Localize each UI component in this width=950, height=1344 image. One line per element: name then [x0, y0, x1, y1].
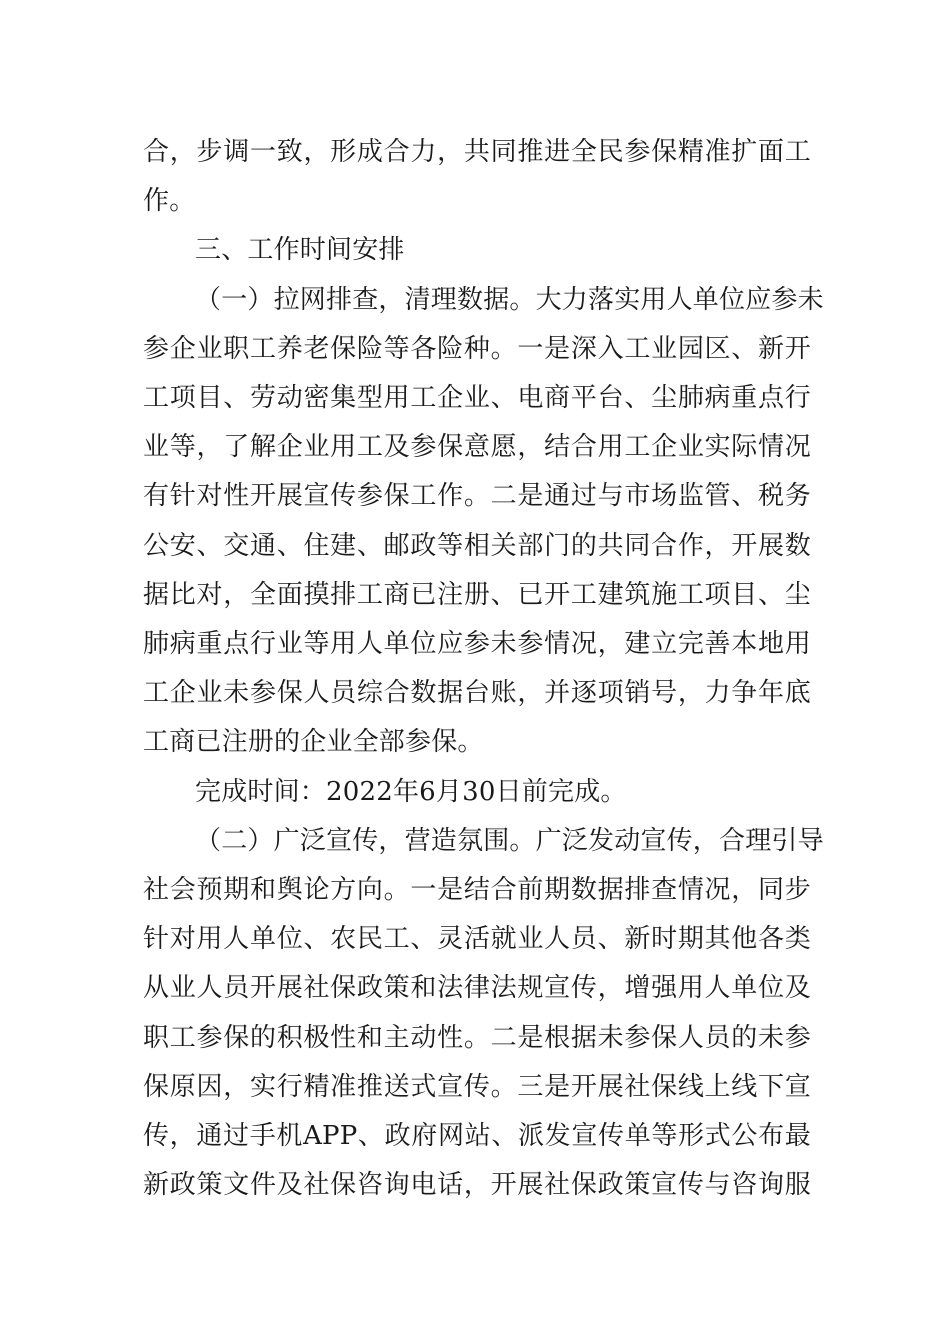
- paragraph-item-1: [143, 276, 824, 768]
- text-line: 针对用人单位、农民工、灵活就业人员、新时期其他各类: [143, 924, 811, 955]
- text-line: 作。: [143, 186, 196, 217]
- text-line: 工企业未参保人员综合数据台账，并逐项销号，力争年底: [143, 678, 811, 709]
- completion-time-text: 完成时间：2022年6月30日前完成。: [195, 776, 627, 807]
- text-line: 工项目、劳动密集型用工企业、电商平台、尘肺病重点行: [143, 383, 811, 414]
- text-line: 肺病重点行业等用人单位应参未参情况，建立完善本地用: [143, 629, 811, 660]
- text-line: 传，通过手机APP、政府网站、派发宣传单等形式公布最: [143, 1121, 811, 1152]
- document-body: [143, 128, 824, 1210]
- text-line: 新政策文件及社保咨询电话，开展社保政策宣传与咨询服: [143, 1170, 811, 1201]
- paragraph-item-2: [143, 817, 824, 1211]
- text-line: 职工参保的积极性和主动性。二是根据未参保人员的未参: [143, 1022, 811, 1053]
- section-heading: [143, 226, 811, 275]
- text-line: 据比对，全面摸排工商已注册、已开工建筑施工项目、尘: [143, 579, 811, 610]
- text-line: 合，步调一致，形成合力，共同推进全民参保精准扩面工: [143, 137, 811, 167]
- text-line: 保原因，实行精准推送式宣传。三是开展社保线上线下宣: [143, 1071, 811, 1102]
- section-heading-text: 三、工作时间安排: [195, 235, 405, 266]
- text-line: 公安、交通、住建、邮政等相关部门的共同合作，开展数: [143, 530, 811, 561]
- text-line: 参企业职工养老保险等各险种。一是深入工业园区、新开: [143, 333, 811, 364]
- completion-time: [143, 768, 811, 817]
- text-line: 业等，了解企业用工及参保意愿，结合用工企业实际情况: [143, 432, 811, 463]
- paragraph-continuation: [143, 128, 811, 226]
- text-line: （二）广泛宣传，营造氛围。广泛发动宣传，合理引导: [195, 825, 824, 856]
- text-line: 有针对性开展宣传参保工作。二是通过与市场监管、税务: [143, 481, 811, 512]
- text-line: （一）拉网排查，清理数据。大力落实用人单位应参未: [195, 284, 824, 315]
- text-line: 工商已注册的企业全部参保。: [143, 727, 484, 758]
- text-line: 从业人员开展社保政策和法律法规宣传，增强用人单位及: [143, 973, 811, 1004]
- text-line: 社会预期和舆论方向。一是结合前期数据排查情况，同步: [143, 875, 811, 906]
